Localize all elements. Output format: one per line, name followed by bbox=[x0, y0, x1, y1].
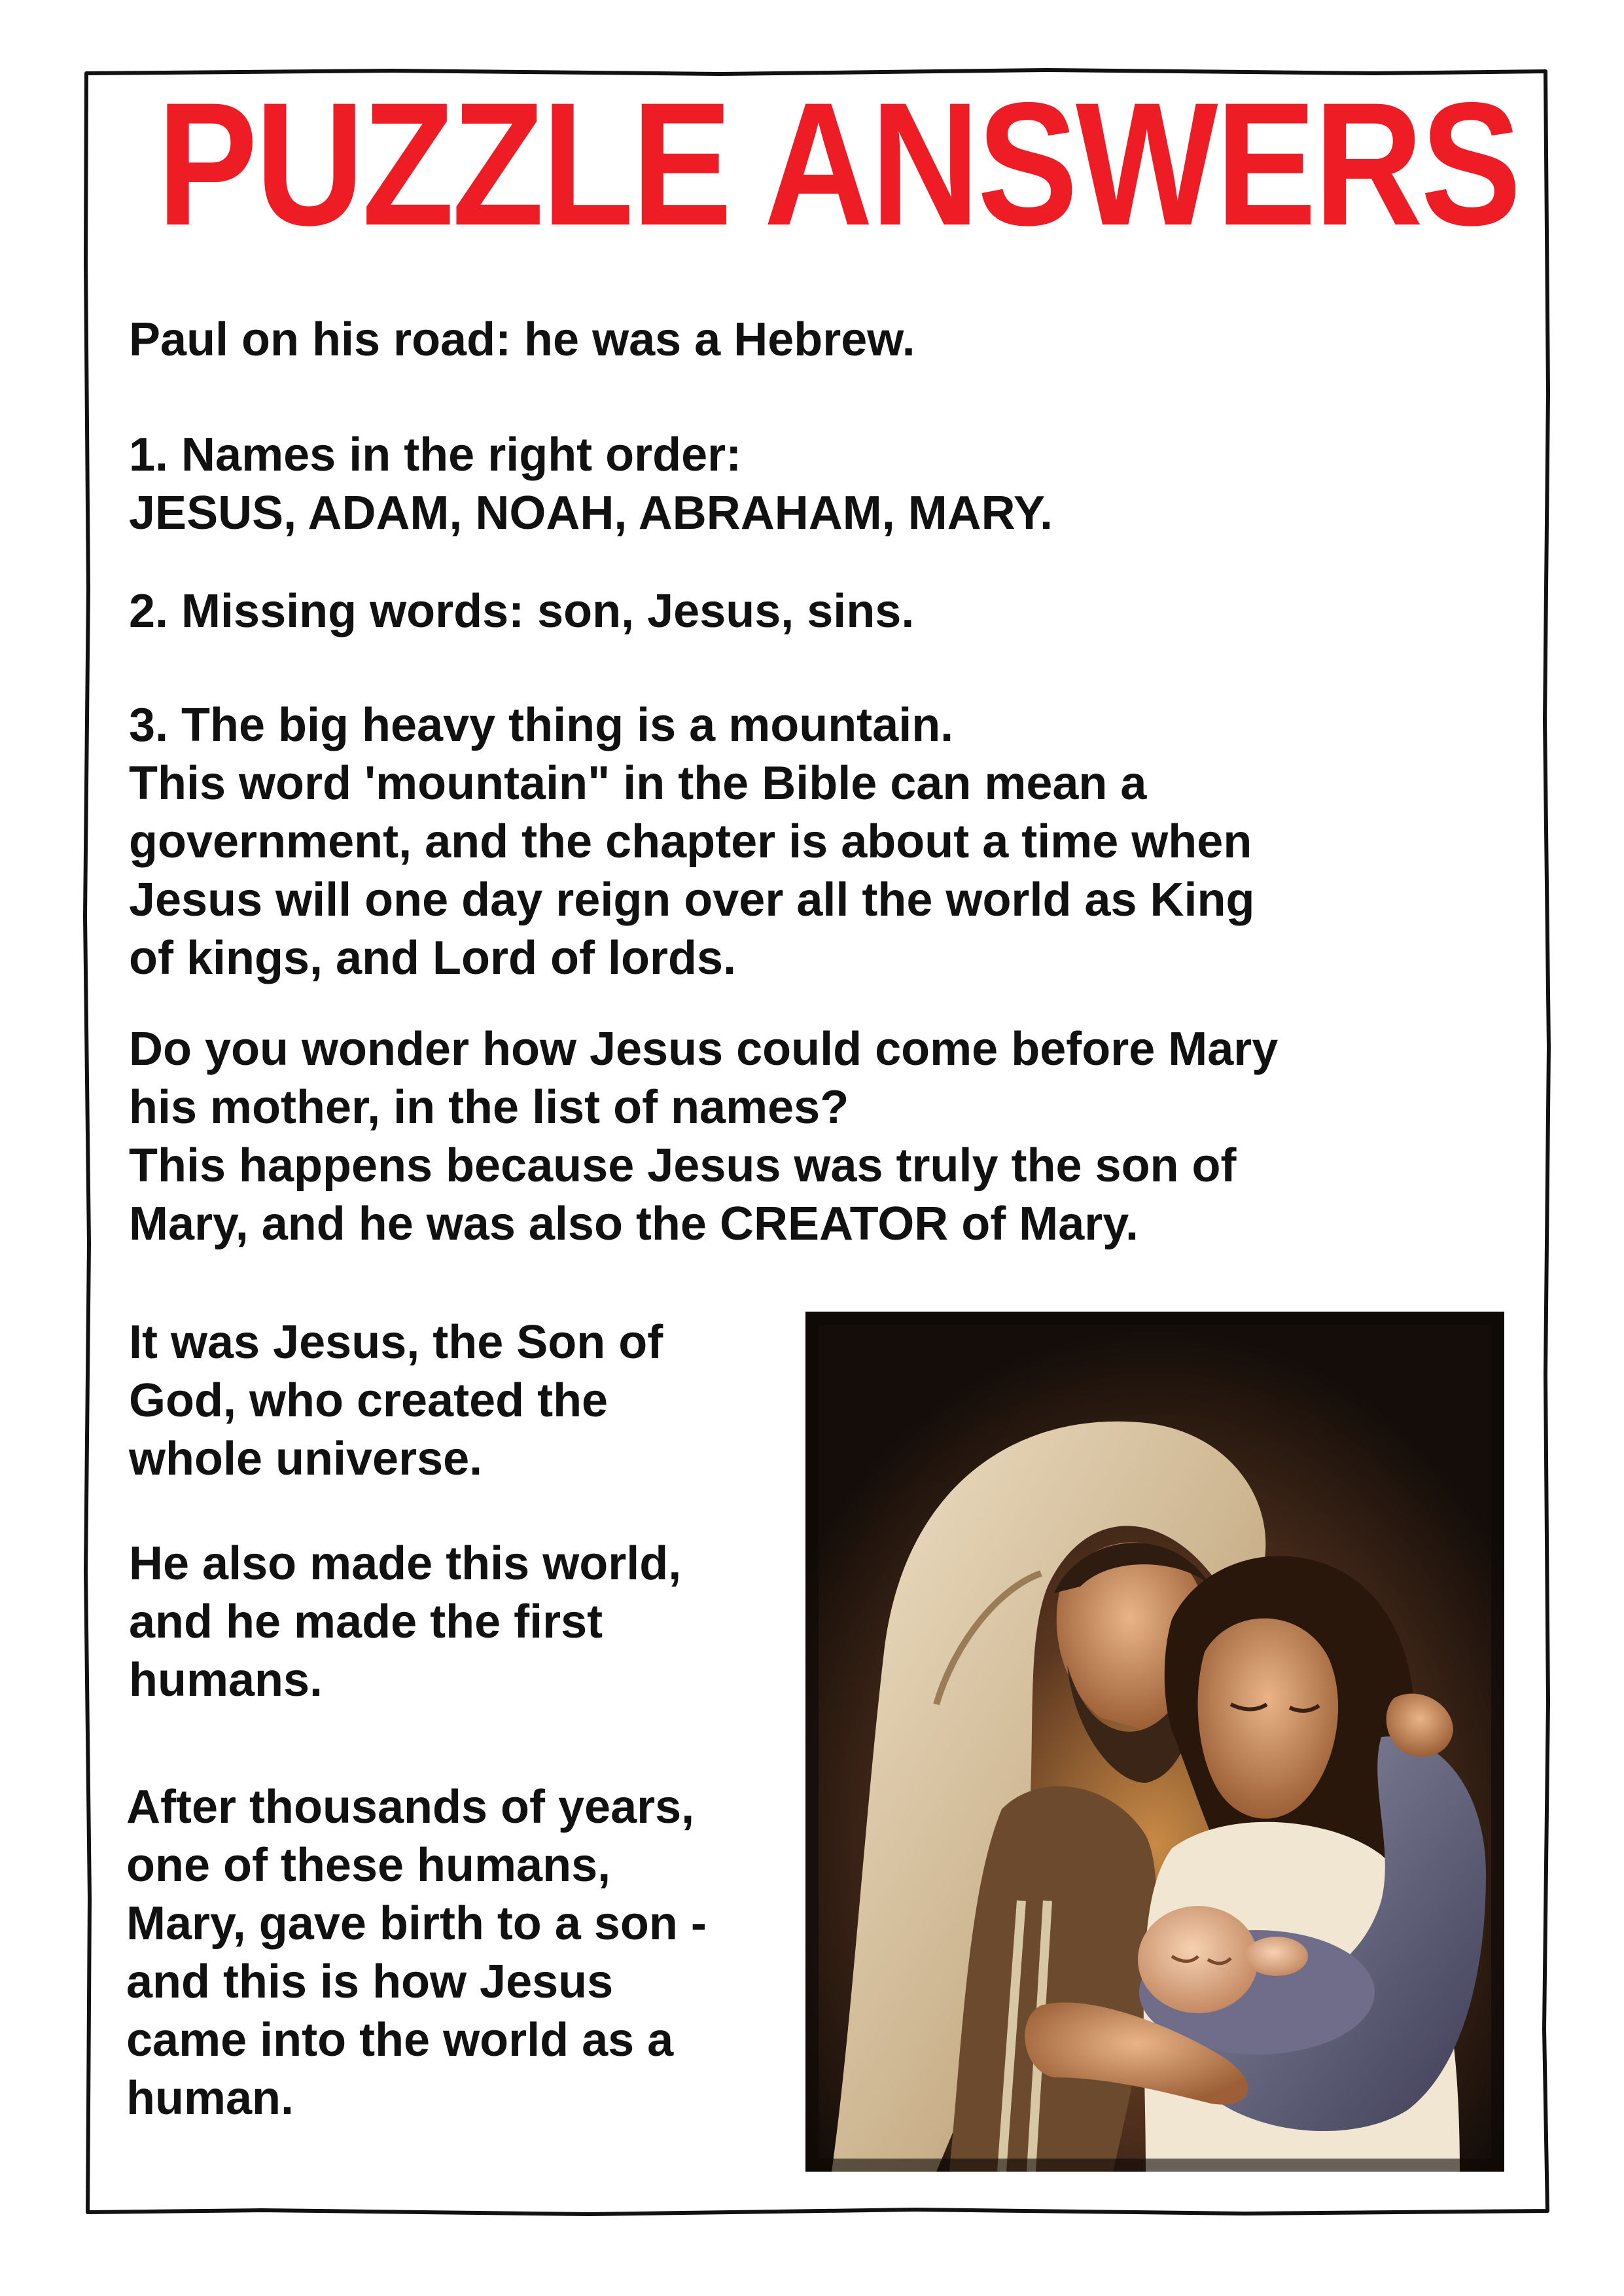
creator-line-3: whole universe. bbox=[129, 1433, 483, 1485]
baby-hand bbox=[1245, 1937, 1308, 1976]
answer-3-line-2: This word 'mountain" in the Bible can mean a bbox=[129, 757, 1147, 810]
answer-1-paragraph bbox=[129, 426, 1053, 543]
creator-line-2: God, who created the bbox=[129, 1374, 609, 1427]
wonder-line-3: This happens because Jesus was truly the son of bbox=[129, 1139, 1237, 1192]
birth-line-1: After thousands of years, bbox=[126, 1781, 695, 1833]
world-line-2: and he made the first bbox=[129, 1596, 603, 1648]
birth-line-2: one of these humans, bbox=[126, 1839, 611, 1892]
wonder-paragraph bbox=[129, 1020, 1278, 1253]
birth-line-5: came into the world as a bbox=[126, 2014, 674, 2066]
birth-line-6: human. bbox=[126, 2072, 294, 2125]
wonder-line-1: Do you wonder how Jesus could come before Mary bbox=[129, 1023, 1279, 1075]
creator-paragraph bbox=[129, 1314, 663, 1488]
wonder-line-4: Mary, and he was also the CREATOR of Mary. bbox=[129, 1198, 1139, 1250]
answer-3-line-4: Jesus will one day reign over all the world as King bbox=[129, 874, 1255, 926]
world-line-3: humans. bbox=[129, 1654, 323, 1706]
intro-paragraph bbox=[129, 311, 915, 369]
wonder-line-2: his mother, in the list of names? bbox=[129, 1081, 849, 1134]
answer-3-line-5: of kings, and Lord of lords. bbox=[129, 932, 736, 984]
world-line-1: He also made this world, bbox=[129, 1537, 682, 1590]
answer-3-paragraph bbox=[129, 696, 1254, 988]
birth-paragraph bbox=[126, 1778, 707, 2128]
answer-1-names: JESUS, ADAM, NOAH, ABRAHAM, MARY. bbox=[129, 487, 1053, 539]
answer-2-paragraph bbox=[129, 583, 914, 641]
birth-line-3: Mary, gave birth to a son - bbox=[126, 1897, 707, 1950]
page-title: PUZZLE ANSWERS bbox=[157, 65, 1519, 262]
painting-svg bbox=[805, 1312, 1504, 2172]
holy-family-painting bbox=[805, 1312, 1504, 2172]
answer-3-line-1: 3. The big heavy thing is a mountain. bbox=[129, 699, 954, 751]
answer-3-line-3: government, and the chapter is about a time when bbox=[129, 816, 1252, 868]
baby-head bbox=[1138, 1906, 1258, 2013]
answer-1-heading: 1. Names in the right order: bbox=[129, 429, 742, 481]
intro-line: Paul on his road: he was a Hebrew. bbox=[129, 314, 915, 366]
birth-line-4: and this is how Jesus bbox=[126, 1956, 614, 2008]
world-paragraph bbox=[129, 1535, 681, 1710]
answer-2-line: 2. Missing words: son, Jesus, sins. bbox=[129, 585, 915, 637]
creator-line-1: It was Jesus, the Son of bbox=[129, 1316, 663, 1369]
